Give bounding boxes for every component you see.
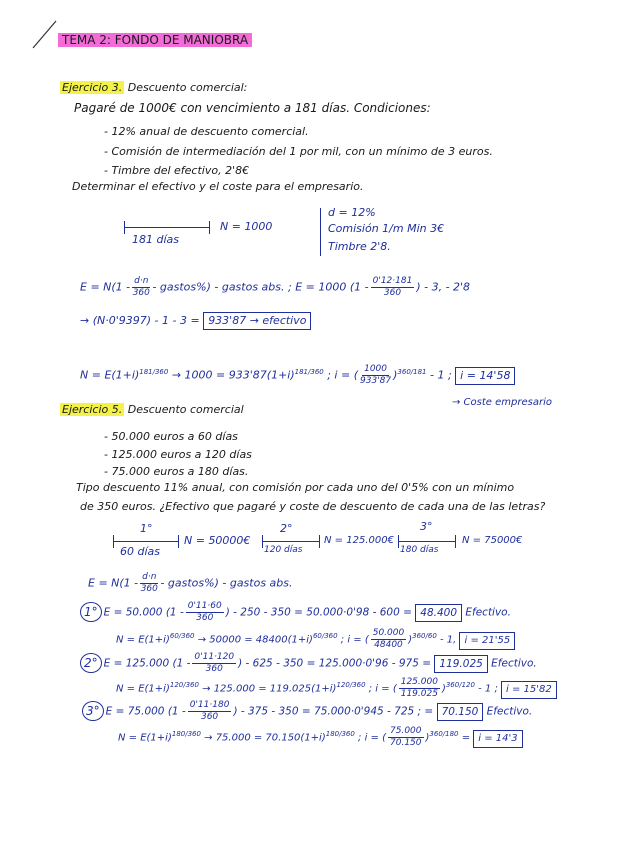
page-title: TEMA 2: FONDO DE MANIOBRA xyxy=(58,33,252,47)
ex5-timeline-days: 120 días xyxy=(264,545,303,555)
ex5-effective-row: 3° E = 75.000 (1 - $\frac{0'11\cdot 180}{360}$ ) - 375 - 350 = 75.000·0'945 - 725 ; = 70.150 Efectivo. xyxy=(82,700,532,723)
ex3-statement: Pagaré de 1000€ con vencimiento a 181 días. Condiciones: xyxy=(74,101,431,115)
ex5-effective-row: 1° E = 50.000 (1 - $\frac{0'11\cdot 60}{360}$ ) - 250 - 350 = 50.000·0'98 - 600 = 48.400 Efectivo. xyxy=(80,601,511,624)
ex5-statement: de 350 euros. ¿Efectivo que pagaré y coste de descuento de cada una de las letras? xyxy=(80,500,546,513)
ex5-timeline xyxy=(398,541,456,542)
ex5-timeline-ord: 2° xyxy=(280,522,293,535)
ex3-condition: - Timbre del efectivo, 2'8€ xyxy=(104,164,250,177)
ex3-effective-formula: E = N(1 - $\frac{d\cdot n}{360}$ - gastos%) - gastos abs. ; E = 1000 (1 - $\frac{0'12\cdot 181}{360}$ ) - 3, - 2'8 xyxy=(80,276,471,298)
ex3-brace-item: Timbre 2'8. xyxy=(328,240,391,253)
ex5-item: - 50.000 euros a 60 días xyxy=(104,430,238,443)
ex5-effective-row: 2° E = 125.000 (1 - $\frac{0'11\cdot 120}{360}$ ) - 625 - 350 = 125.000·0'96 - 975 = 119.025 Efectivo. xyxy=(80,652,537,675)
ex3-rate-box: i = 14'58 xyxy=(455,367,515,385)
ex5-rate-row: $N = E(1+i)^{60/360} \to 50000 = 48400(1+i)^{60/360}$ ; i = ( $\frac{50.000}{48400}$ )$^{360/60}$ - 1, i = 21'55 xyxy=(116,628,515,651)
ex5-statement: Tipo descuento 11% anual, con comisión por cada uno del 0'5% con un mínimo xyxy=(76,481,515,494)
ex5-rate-row: $N = E(1+i)^{180/360} \to 75.000 = 70.150(1+i)^{180/360}$ ; i = ( $\frac{75.000}{70.150}$ )$^{360/180}$ = i = 14'3 xyxy=(118,726,523,749)
ex3-timeline-days: 181 días xyxy=(132,233,180,246)
ex5-timeline-n: N = 75000€ xyxy=(462,535,523,546)
ex5-timeline-n: N = 50000€ xyxy=(184,534,251,547)
ex5-item: - 75.000 euros a 180 días. xyxy=(104,465,249,478)
ex3-question: Determinar el efectivo y el coste para el empresario. xyxy=(72,180,364,193)
ex5-timeline xyxy=(113,541,179,542)
ex3-condition: - Comisión de intermediación del 1 por mil, con un mínimo de 3 euros. xyxy=(104,145,493,158)
ex5-timeline-n: N = 125.000€ xyxy=(324,535,394,546)
ex3-heading: Ejercicio 3. Descuento comercial: xyxy=(62,81,248,94)
ex3-cost-note: → Coste empresario xyxy=(452,397,552,408)
pen-stroke-mark xyxy=(30,18,60,50)
ex5-heading: Ejercicio 5. Descuento comercial xyxy=(62,403,244,416)
ex3-condition: - 12% anual de descuento comercial. xyxy=(104,125,309,138)
ex5-timeline-ord: 3° xyxy=(420,520,433,533)
ex3-brace-item: Comisión 1/m Min 3€ xyxy=(328,222,445,235)
ex3-brace xyxy=(320,208,321,256)
ex3-cost-formula: $N = E(1+i)^{181/360} \to 1000 = 933'87(1+i)^{181/360}$ ; i = ( $\frac{1000}{933'87}$ )$^{360/181}$ - 1 ; i = 14'58 xyxy=(80,364,515,387)
ex3-brace-item: d = 12% xyxy=(328,206,376,219)
ex5-timeline-days: 60 días xyxy=(120,545,161,558)
ex3-timeline-n: N = 1000 xyxy=(220,220,273,233)
ex5-rate-row: $N = E(1+i)^{120/360} \to 125.000 = 119.025(1+i)^{120/360}$ ; i = ( $\frac{125.000}{119.025}$ )$^{360/120}$ - 1 ; i = 15'82 xyxy=(116,677,557,700)
ex5-timeline xyxy=(262,541,320,542)
ex5-formula: E = N(1 - $\frac{d\cdot n}{360}$ - gastos%) - gastos abs. xyxy=(88,572,293,594)
ex5-item: - 125.000 euros a 120 días xyxy=(104,448,252,461)
ex5-timeline-days: 180 días xyxy=(400,545,439,555)
ex3-timeline xyxy=(124,227,210,228)
ex5-timeline-ord: 1° xyxy=(140,522,153,535)
ex3-effective-result: → (N·0'9397) - 1 - 3 = 933'87 → efectivo xyxy=(80,312,311,330)
ex3-effective-box: 933'87 → efectivo xyxy=(203,312,311,330)
